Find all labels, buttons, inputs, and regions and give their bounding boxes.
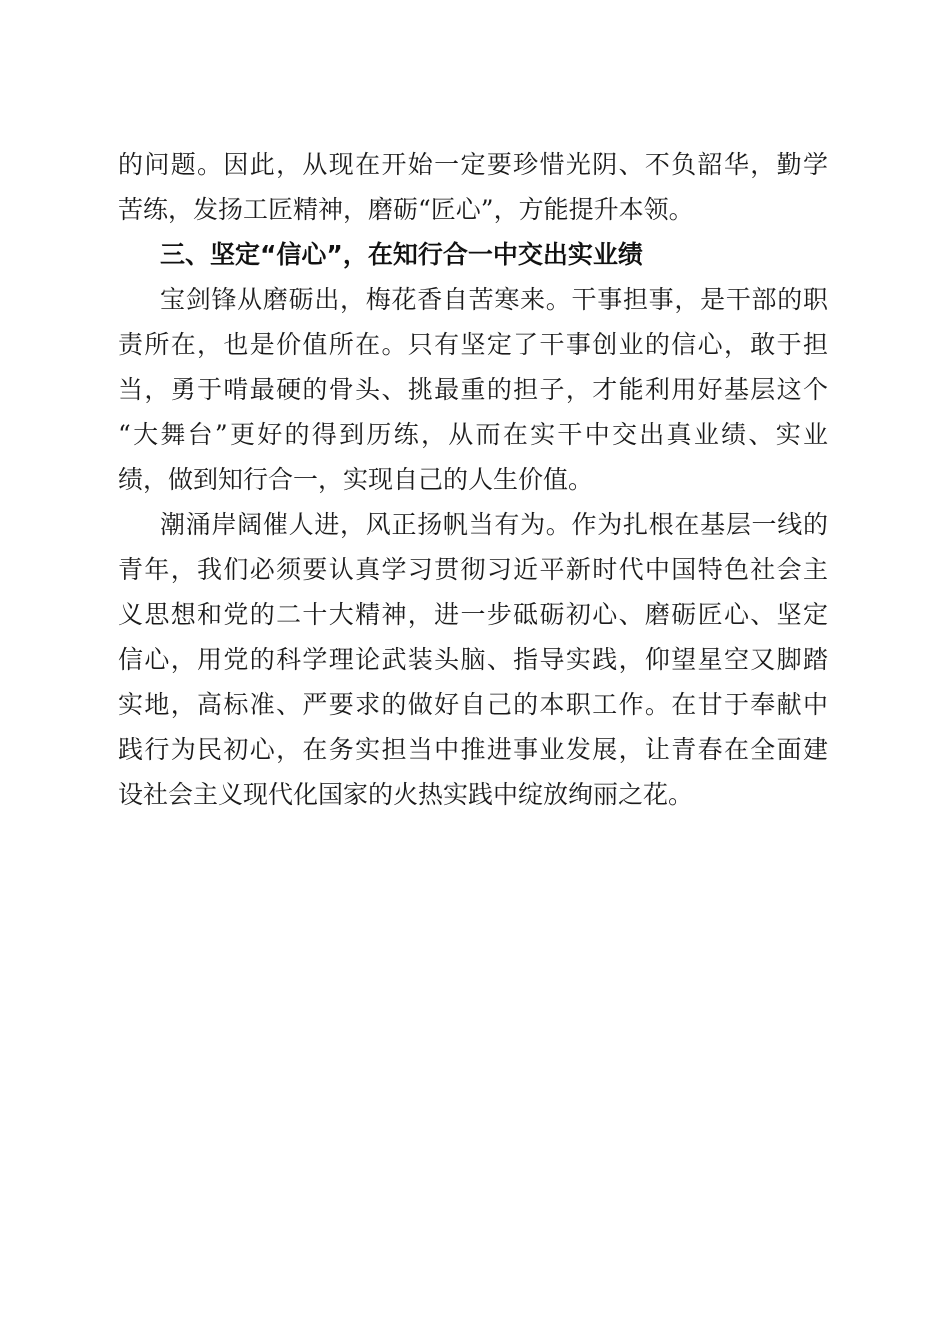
text-line: 宝剑锋从磨砺出，梅花香自苦寒来。干事担事，是干部的职 [160,285,828,314]
text-line: 责所在，也是价值所在。只有坚定了干事创业的信心，敢于担 [118,330,828,359]
text-line: 践行为民初心，在务实担当中推进事业发展，让青春在全面建 [118,735,828,764]
text-line: 信心，用党的科学理论武装头脑、指导实践，仰望星空又脚踏 [118,645,828,674]
text-line: 义思想和党的二十大精神，进一步砥砺初心、磨砺匠心、坚定 [118,600,828,629]
text-line: 苦练，发扬工匠精神，磨砺“匠心”，方能提升本领。 [118,195,694,224]
paragraph-youth [118,502,828,817]
text-line: 的问题。因此，从现在开始一定要珍惜光阴、不负韶华，勤学 [118,150,828,179]
text-line: “大舞台”更好的得到历练，从而在实干中交出真业绩、实业 [118,420,828,449]
paragraph-continuation [118,142,828,232]
text-line: 潮涌岸阔催人进，风正扬帆当有为。作为扎根在基层一线的 [160,510,828,539]
section-heading: 三、坚定“信心”，在知行合一中交出实业绩 [160,240,643,269]
document-body [118,142,828,817]
paragraph-career [118,277,828,502]
text-line: 绩，做到知行合一，实现自己的人生价值。 [118,465,594,494]
text-line: 实地，高标准、严要求的做好自己的本职工作。在甘于奉献中 [118,690,828,719]
text-line: 设社会主义现代化国家的火热实践中绽放绚丽之花。 [118,780,694,809]
text-line: 当，勇于啃最硬的骨头、挑最重的担子，才能利用好基层这个 [118,375,828,404]
text-line: 青年，我们必须要认真学习贯彻习近平新时代中国特色社会主 [118,555,828,584]
